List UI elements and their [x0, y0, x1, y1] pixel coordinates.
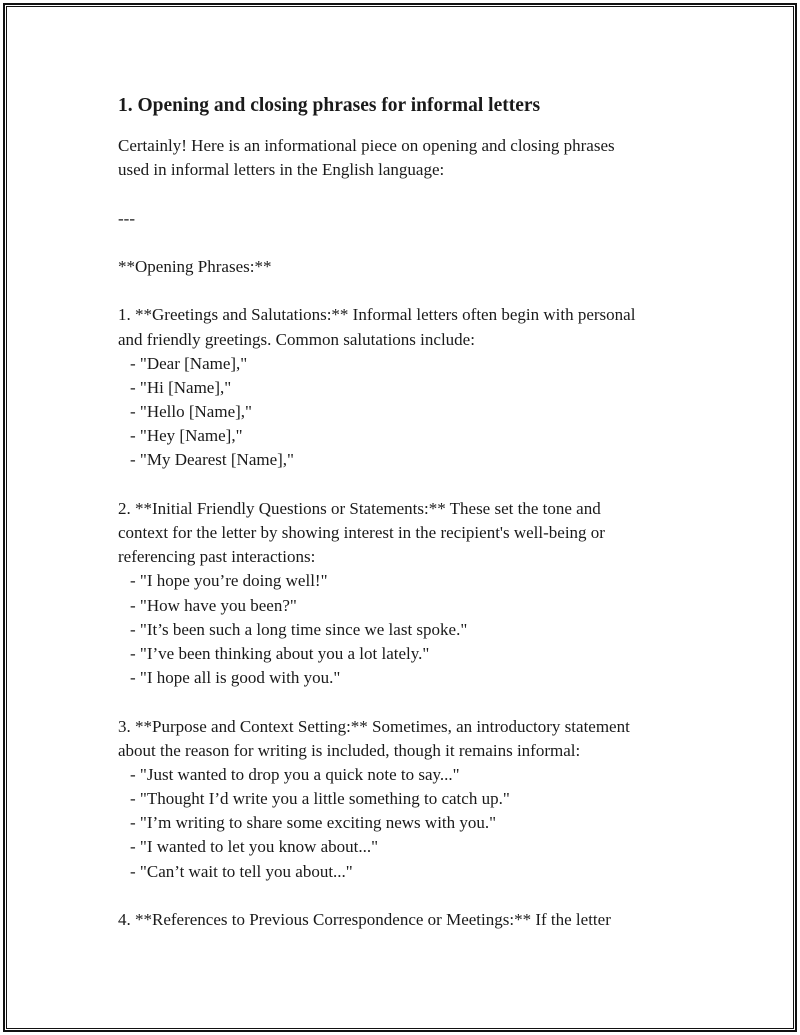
list-item: - "Hello [Name],": [130, 402, 252, 422]
spacer: [118, 231, 708, 255]
spacer: [118, 279, 708, 303]
intro-line: Certainly! Here is an informational piece on opening and closing phrases: [118, 136, 615, 155]
list-item: - "Can’t wait to tell you about...": [130, 861, 353, 881]
spacer: [118, 182, 708, 206]
list-item: - "My Dearest [Name],": [130, 450, 294, 470]
section-line: about the reason for writing is included, though it remains informal:: [118, 740, 581, 760]
section-line: 2. **Initial Friendly Questions or Statements:** These set the tone and: [118, 498, 601, 518]
spacer: [118, 690, 708, 714]
section-line: 3. **Purpose and Context Setting:** Sometimes, an introductory statement: [118, 716, 630, 736]
list-item: - "I hope all is good with you.": [130, 668, 341, 688]
section-line: referencing past interactions:: [118, 547, 316, 567]
separator: ---: [118, 208, 135, 228]
list-item: - "How have you been?": [130, 595, 297, 615]
list-item: - "I hope you’re doing well!": [130, 571, 328, 591]
section-line: 4. **References to Previous Correspondence or Meetings:** If the letter: [118, 910, 611, 929]
list-item: - "Thought I’d write you a little something to catch up.": [130, 789, 510, 809]
list-item: - "Dear [Name],": [130, 353, 248, 373]
section-line: 1. **Greetings and Salutations:** Informal letters often begin with personal: [118, 305, 636, 325]
document-body: [118, 93, 708, 932]
intro-line: used in informal letters in the English language:: [118, 160, 445, 180]
list-item: - "It’s been such a long time since we last spoke.": [130, 619, 468, 639]
section-purpose-context: [118, 715, 708, 884]
list-item: - "Hi [Name],": [130, 377, 232, 397]
section-line: and friendly greetings. Common salutations include:: [118, 329, 475, 349]
section-previous-correspondence: [118, 908, 708, 932]
section-friendly-questions: [118, 497, 708, 691]
document-title: 1. Opening and closing phrases for informal letters: [118, 95, 541, 116]
list-item: - "Hey [Name],": [130, 426, 243, 446]
section-line: context for the letter by showing interest in the recipient's well-being or: [118, 523, 605, 542]
spacer: [118, 473, 708, 497]
opening-heading: **Opening Phrases:**: [118, 256, 272, 276]
list-item: - "I’ve been thinking about you a lot lately.": [130, 643, 430, 663]
list-item: - "I wanted to let you know about...": [130, 837, 379, 857]
list-item: - "Just wanted to drop you a quick note to say...": [130, 764, 460, 784]
section-greetings: [118, 303, 708, 472]
list-item: - "I’m writing to share some exciting news with you.": [130, 813, 497, 833]
spacer: [118, 884, 708, 908]
